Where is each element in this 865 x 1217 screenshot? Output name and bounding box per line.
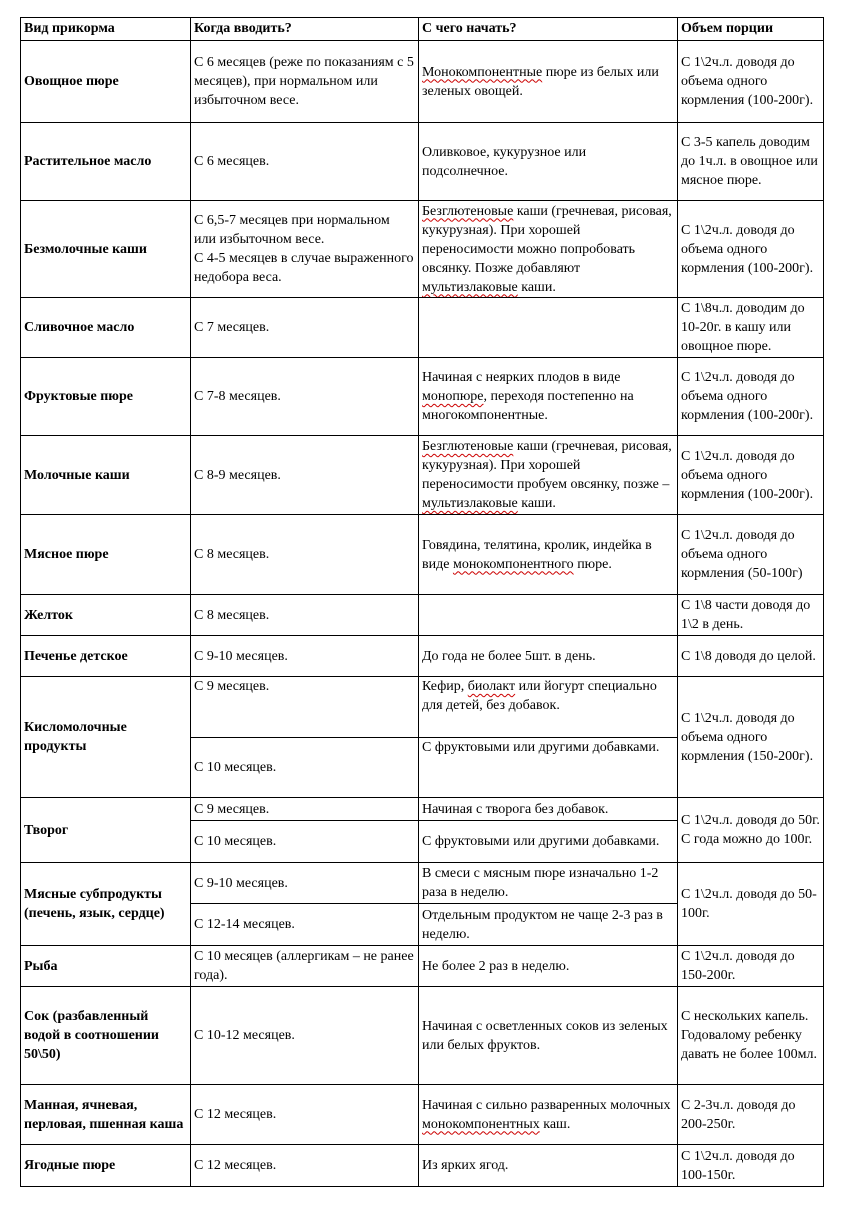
table-row [21,677,824,738]
portion-cell: С 1\2ч.л. доводя до объема одного кормления (100-200г). [678,436,824,515]
table-row [21,298,824,358]
when-cell: С 9 месяцев. [191,677,419,738]
when-cell: С 10 месяцев (аллергикам – не ранее года). [191,946,419,987]
start-text: , переходя постепенно на многокомпонентные. [422,389,634,423]
when-text: С 4-5 месяцев в случае выраженного недобора веса. [194,251,414,285]
when-cell: С 9-10 месяцев. [191,636,419,677]
start-cell [419,298,678,358]
when-cell: С 7 месяцев. [191,298,419,358]
food-type: Манная, ячневая, перловая, пшенная каша [21,1085,191,1145]
portion-cell: С 1\2ч.л. доводя до объема одного кормления (50-100г) [678,515,824,595]
food-type: Ягодные пюре [21,1145,191,1187]
start-cell [419,677,678,738]
table-row [21,436,824,515]
table-row [21,123,824,201]
portion-cell: С нескольких капель. Годовалому ребенку давать не более 100мл. [678,987,824,1085]
start-cell [419,358,678,436]
table-row [21,798,824,821]
food-type: Творог [21,798,191,863]
spellcheck-word: монопюре [422,389,484,404]
portion-cell: С 3-5 капель доводим до 1ч.л. в овощное или мясное пюре. [678,123,824,201]
food-type: Растительное масло [21,123,191,201]
portion-cell: С 1\8 части доводя до 1\2 в день. [678,595,824,636]
start-text: пюре из белых или зеленых овощей. [422,64,659,99]
header-portion: Объем порции [678,18,824,41]
when-cell: С 8 месяцев. [191,595,419,636]
portion-cell: С 2-3ч.л. доводя до 200-250г. [678,1085,824,1145]
start-text: Кефир, [422,679,468,694]
when-cell: С 8 месяцев. [191,515,419,595]
start-cell: Отдельным продуктом не чаще 2-3 раз в неделю. [419,904,678,946]
table-row [21,987,824,1085]
table-header-row [21,18,824,41]
spellcheck-word: Монокомпонентные [422,64,543,80]
spellcheck-word: монокомпонентных [422,1116,540,1132]
food-type: Желток [21,595,191,636]
food-type: Сливочное масло [21,298,191,358]
table-row [21,358,824,436]
start-text: пюре. [573,556,612,572]
food-type: Безмолочные каши [21,201,191,298]
when-cell: С 8-9 месяцев. [191,436,419,515]
start-cell: Не более 2 раз в неделю. [419,946,678,987]
when-text: С 6,5-7 месяцев при нормальном или избыточном весе. [194,213,390,247]
header-when: Когда вводить? [191,18,419,41]
start-text: Говядина, телятина, кролик, индейка в виде [422,537,652,572]
start-cell [419,41,678,123]
when-cell: С 10 месяцев. [191,821,419,863]
table-row [21,1145,824,1187]
start-cell: В смеси с мясным пюре изначально 1-2 раза в неделю. [419,863,678,904]
spellcheck-word: Безглютеновые [422,203,514,219]
portion-cell: С 1\2ч.л. доводя до 100-150г. [678,1145,824,1187]
table-row [21,595,824,636]
table-row [21,515,824,595]
start-cell: Начиная с осветленных соков из зеленых или белых фруктов. [419,987,678,1085]
spellcheck-word: биолакт [467,679,516,694]
spellcheck-word: мультизлаковые [422,279,518,295]
table-row [21,946,824,987]
food-type: Овощное пюре [21,41,191,123]
start-cell: Оливковое, кукурузное или подсолнечное. [419,123,678,201]
start-cell: Начиная с творога без добавок. [419,798,678,821]
start-cell: С фруктовыми или другими добавками. [419,738,678,798]
when-cell: С 6 месяцев (реже по показаниям с 5 месяцев), при нормальном или избыточном весе. [191,41,419,123]
spellcheck-word: мультизлаковые [422,496,518,511]
food-type: Мясные субпродукты (печень, язык, сердце) [21,863,191,946]
when-cell: С 12-14 месяцев. [191,904,419,946]
header-food-type: Вид прикорма [21,18,191,41]
spellcheck-word: Безглютеновые [422,439,514,454]
portion-cell: С 1\2ч.л. доводя до объема одного кормления (100-200г). [678,358,824,436]
start-text: Начиная с сильно разваренных молочных [422,1097,671,1113]
when-cell: С 6 месяцев. [191,123,419,201]
start-cell: До года не более 5шт. в день. [419,636,678,677]
start-cell: С фруктовыми или другими добавками. [419,821,678,863]
when-cell [191,201,419,298]
start-cell [419,515,678,595]
table-row [21,41,824,123]
portion-cell: С 1\2ч.л. доводя до 150-200г. [678,946,824,987]
when-cell: С 9-10 месяцев. [191,863,419,904]
header-start: С чего начать? [419,18,678,41]
start-cell [419,595,678,636]
when-cell: С 10-12 месяцев. [191,987,419,1085]
portion-cell: С 1\2ч.л. доводя до 50-100г. [678,863,824,946]
spellcheck-word: монокомпонентного [452,556,574,572]
food-type: Рыба [21,946,191,987]
feeding-table [20,17,824,1187]
start-text: каши (гречневая, рисовая, кукурузная). При хорошей переносимости пробуем овсянку, позже – [422,439,672,492]
start-cell [419,201,678,298]
portion-cell: С 1\8 доводя до целой. [678,636,824,677]
start-text: Начиная с неярких плодов в виде [422,370,621,385]
table-row [21,636,824,677]
when-cell: С 9 месяцев. [191,798,419,821]
table-row [21,1085,824,1145]
table-row [21,201,824,298]
portion-cell: С 1\2ч.л. доводя до объема одного кормления (100-200г). [678,201,824,298]
start-cell [419,1085,678,1145]
food-type: Фруктовые пюре [21,358,191,436]
food-type: Молочные каши [21,436,191,515]
start-text: каши. [517,496,556,511]
table-row [21,863,824,904]
food-type: Печенье детское [21,636,191,677]
portion-cell: С 1\2ч.л. доводя до объема одного кормления (100-200г). [678,41,824,123]
start-text: каш. [539,1116,571,1132]
when-cell: С 10 месяцев. [191,738,419,798]
when-cell: С 7-8 месяцев. [191,358,419,436]
start-text: или йогурт специально для детей, без добавок. [422,679,657,713]
start-cell [419,436,678,515]
when-cell: С 12 месяцев. [191,1085,419,1145]
start-text: каши (гречневая, рисовая, кукурузная). При хорошей переносимости можно попробовать овсянку. Позже добавляют [422,203,672,276]
portion-cell: С 1\8ч.л. доводим до 10-20г. в кашу или овощное пюре. [678,298,824,358]
portion-cell: С 1\2ч.л. доводя до 50г. С года можно до 100г. [678,798,824,863]
food-type: Кисломолочные продукты [21,677,191,798]
food-type: Сок (разбавленный водой в соотношении 50\50) [21,987,191,1085]
food-type: Мясное пюре [21,515,191,595]
start-text: каши. [517,279,556,295]
when-cell: С 12 месяцев. [191,1145,419,1187]
start-cell: Из ярких ягод. [419,1145,678,1187]
portion-cell: С 1\2ч.л. доводя до объема одного кормления (150-200г). [678,677,824,798]
